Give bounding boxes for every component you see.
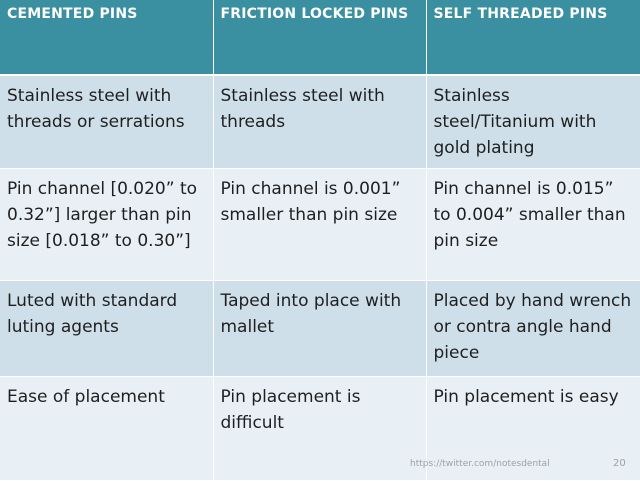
table-cell: Ease of placement xyxy=(0,376,213,480)
table-cell: Pin channel is 0.001” smaller than pin size xyxy=(213,168,426,280)
table-cell: Pin placement is easy xyxy=(426,376,640,480)
table-cell: Taped into place with mallet xyxy=(213,280,426,376)
header-friction-locked-pins: FRICTION LOCKED PINS xyxy=(213,0,426,75)
table-cell: Placed by hand wrench or contra angle hand piece xyxy=(426,280,640,376)
table-row xyxy=(0,75,640,168)
page-number: 20 xyxy=(613,458,626,469)
table-header xyxy=(0,0,640,75)
table-cell: Stainless steel/Titanium with gold plating xyxy=(426,75,640,168)
table-cell: Pin channel is 0.015” to 0.004” smaller than pin size xyxy=(426,168,640,280)
table-cell: Luted with standard luting agents xyxy=(0,280,213,376)
header-cemented-pins: CEMENTED PINS xyxy=(0,0,213,75)
table-cell: Pin placement is difficult xyxy=(213,376,426,480)
header-row xyxy=(0,0,640,75)
table-row xyxy=(0,168,640,280)
header-self-threaded-pins: SELF THREADED PINS xyxy=(426,0,640,75)
table-cell: Stainless steel with threads or serrations xyxy=(0,75,213,168)
table-body xyxy=(0,75,640,480)
footer-url: https://twitter.com/notesdental xyxy=(410,459,550,469)
table-row xyxy=(0,280,640,376)
table-cell: Stainless steel with threads xyxy=(213,75,426,168)
table-cell: Pin channel [0.020” to 0.32”] larger than pin size [0.018” to 0.30”] xyxy=(0,168,213,280)
